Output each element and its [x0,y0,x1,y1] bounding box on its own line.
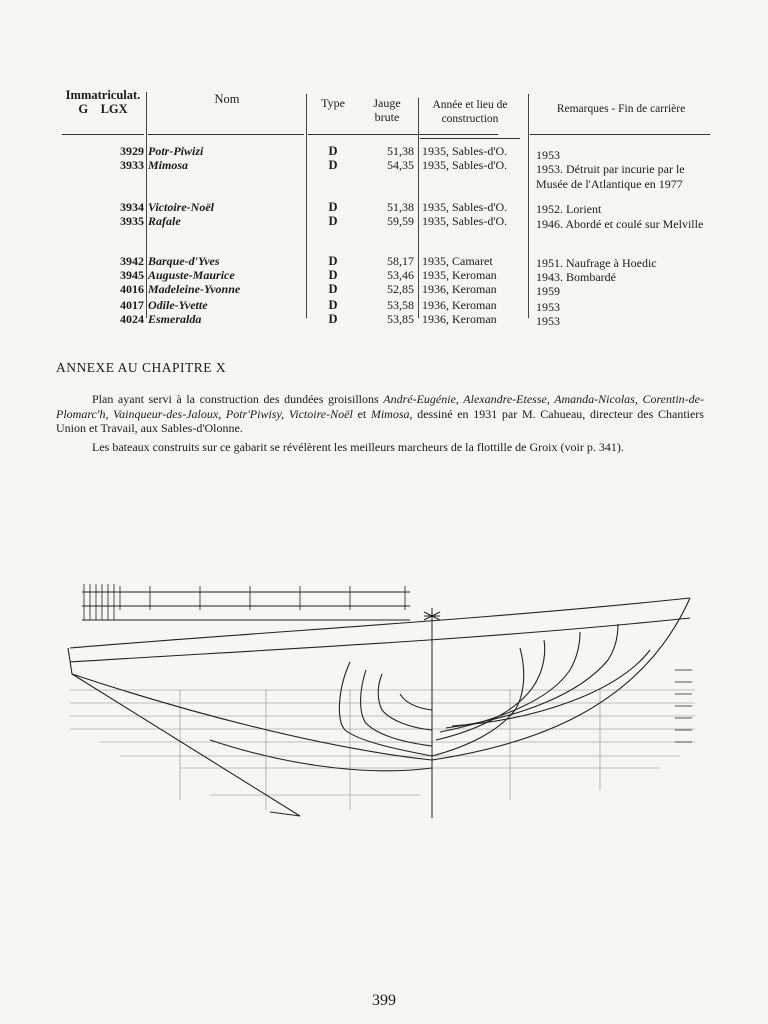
column-rule [146,92,147,318]
row-nom: Victoire-Noël [148,200,214,214]
row-annee: 1935, Camaret [422,254,493,268]
p1-end: , dessiné en 1931 par M. Cahueau, directeur des Chantiers Union et Travail, aux Sables-d'Olonne. [56,406,704,435]
row-nom: Barque-d'Yves [148,254,220,268]
row-jauge: 53,85 [387,312,414,326]
row-number: 4017 [120,298,144,312]
header-rule [308,134,498,135]
header-immat-line1: Immatriculat. [65,88,141,102]
row-nom: Madeleine-Yvonne [148,282,241,296]
hull-lines-plan [60,570,710,840]
column-rule [528,94,529,318]
row-type: D [328,298,338,312]
row-annee: 1935, Sables-d'O. [422,158,508,172]
header-nom: Nom [214,92,240,106]
row-nom: Rafale [148,214,181,228]
row-annee: 1935, Sables-d'O. [422,144,508,158]
row-number: 4024 [120,312,144,326]
row-remarques: 1959 [536,284,560,298]
row-annee: 1936, Keroman [422,312,497,326]
row-remarques: 1953 [536,148,560,162]
header-remarques: Remarques - Fin de carrière [556,103,686,115]
header-immat-line2: G LGX [78,102,128,116]
row-remarques: 1952. Lorient [536,202,602,216]
row-jauge: 53,58 [387,298,414,312]
row-jauge: 53,46 [387,268,414,282]
row-number: 3935 [120,214,144,228]
annexe-title: ANNEXE AU CHAPITRE X [56,360,227,375]
row-remarques: 1953 [536,300,560,314]
header-annee-line2: construction [441,113,499,125]
row-type: D [328,282,338,296]
row-remarques: 1946. Abordé et coulé sur Melville [536,217,704,231]
row-type: D [328,254,338,268]
row-remarques: 1951. Naufrage à Hoedic [536,256,657,270]
row-nom: Potr-Piwizi [148,144,204,158]
header-immatriculation [62,88,144,116]
row-annee: 1936, Keroman [422,298,497,312]
header-annee-line1: Année et lieu de [432,99,508,111]
table-header [62,88,712,136]
row-number: 3934 [120,200,144,214]
p1-conj: et [352,406,371,421]
row-number: 3945 [120,268,144,282]
row-remarques: 1953 [536,314,560,328]
header-rule [148,134,304,135]
annexe-paragraph-2: Les bateaux construits sur ce gabarit se révélèrent les meilleurs marcheurs de la flottille de Groix (voir p. 341). [92,440,624,454]
row-jauge: 59,59 [387,214,414,228]
p1-last-boat: Mimosa [370,406,410,421]
row-remarques: 1943. Bombardé [536,270,616,284]
row-jauge: 52,85 [387,282,414,296]
row-type: D [328,312,338,326]
header-rule [420,138,520,139]
header-jauge-line2: brute [374,110,400,124]
row-type: D [328,158,338,172]
header-jauge-line1: Jauge [373,96,401,110]
row-annee: 1936, Keroman [422,282,497,296]
row-number: 3942 [120,254,144,268]
annexe-paragraph-1 [56,392,704,436]
row-nom: Esmeralda [148,312,202,326]
p1-intro: Plan ayant servi à la construction des dundées groisillons [92,392,384,406]
row-annee: 1935, Sables-d'O. [422,214,508,228]
header-jauge [360,96,414,124]
column-rule [418,98,419,318]
sheer-lines [70,598,690,662]
scale-bar [82,584,410,620]
row-remarques: 1953. Détruit par incurie par le Musée de l'Atlantique en 1977 [536,162,685,191]
row-type: D [328,268,338,282]
row-type: D [328,144,338,158]
row-number: 3933 [120,158,144,172]
page-number: 399 [372,992,396,1009]
row-number: 4016 [120,282,144,296]
row-jauge: 58,17 [387,254,414,268]
row-type: D [328,200,338,214]
header-rule [62,134,144,135]
row-annee: 1935, Sables-d'O. [422,200,508,214]
row-annee: 1935, Keroman [422,268,497,282]
waterline-grid [70,690,695,810]
row-type: D [328,214,338,228]
row-jauge: 51,38 [387,144,414,158]
header-rule [530,134,710,135]
keel-profile [68,598,690,816]
row-jauge: 54,35 [387,158,414,172]
header-annee [420,98,520,126]
row-jauge: 51,38 [387,200,414,214]
column-rule [306,94,307,318]
row-nom: Auguste-Maurice [148,268,235,282]
waterline-ticks [675,670,692,742]
p1-boat-list: André-Eugénie, Alexandre-Etesse, Amanda-Nicolas, Corentin-de-Plomarc'h, Vainqueur-des-Jaloux, Potr'Piwisy, Victoire-Noël [56,392,704,421]
row-number: 3929 [120,144,144,158]
row-nom: Mimosa [148,158,189,172]
row-nom: Odile-Yvette [148,298,208,312]
boats-table [62,88,712,328]
header-type: Type [321,96,345,110]
